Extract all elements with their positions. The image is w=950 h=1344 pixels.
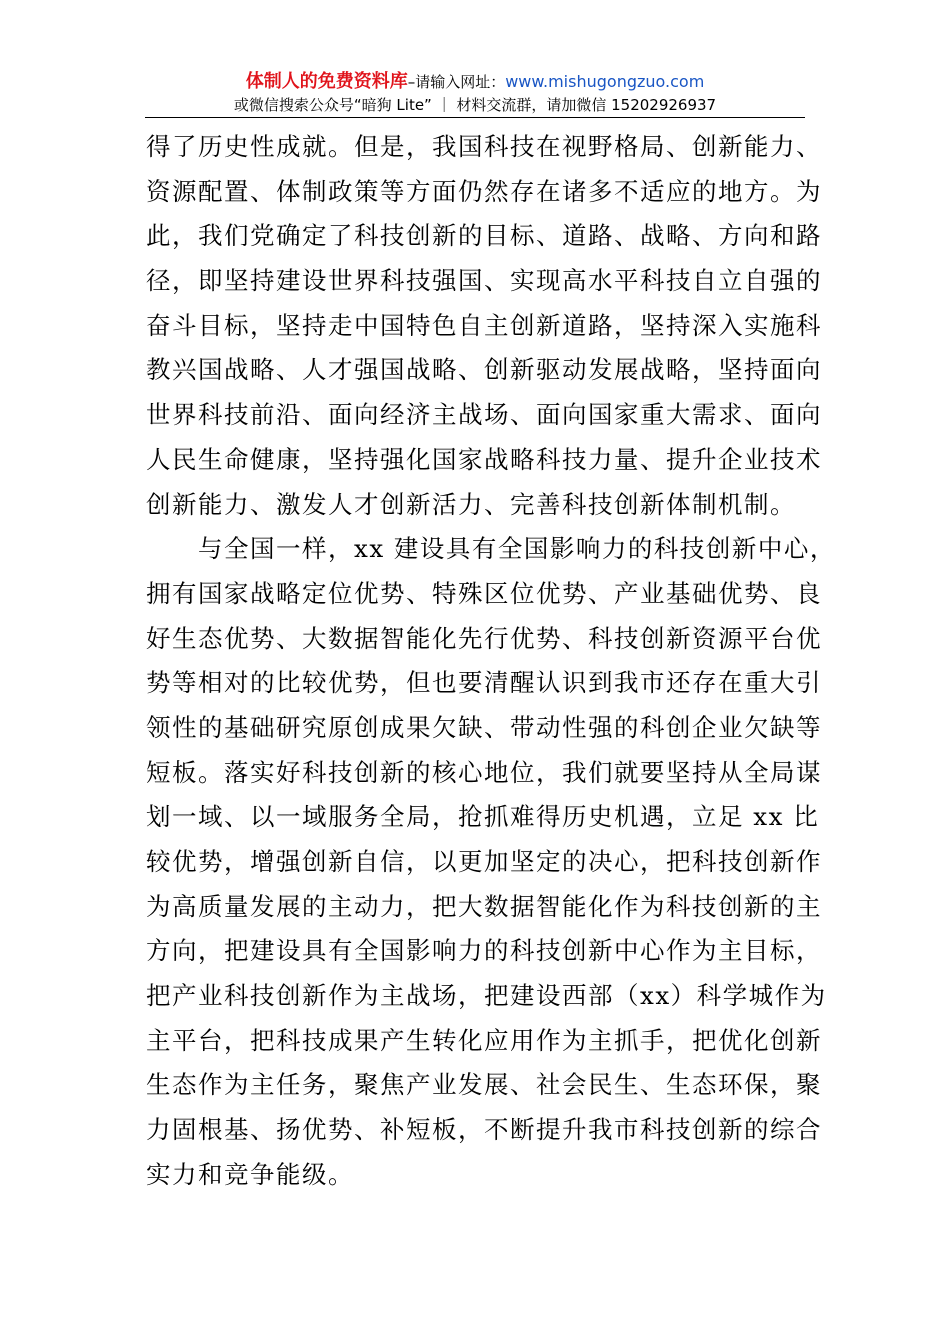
text-line: 拥有国家战略定位优势、特殊区位优势、产业基础优势、良 [146,578,822,608]
header-line-2: 或微信搜索公众号“暗狗 Lite” ｜ 材料交流群，请加微信 15202926937 [233,96,717,114]
text-line: 得了历史性成就。但是，我国科技在视野格局、创新能力、 [146,132,822,161]
text-line: 创新能力、激发人才创新活力、完善科技创新体制机制。 [146,489,796,519]
text-line: 主平台，把科技成果产生转化应用作为主抓手，把优化创新 [146,1025,822,1055]
text-line: 为高质量发展的主动力，把大数据智能化作为科技创新的主 [146,891,822,921]
text-line: 方向，把建设具有全国影响力的科技创新中心作为主目标， [146,936,822,966]
text-line: 划一域、以一域服务全局，抢抓难得历史机遇，立足 xx 比 [146,802,820,832]
header-divider [145,117,805,118]
paragraph-1 [146,125,822,527]
text-line: 资源配置、体制政策等方面仍然存在诸多不适应的地方。为 [146,176,822,206]
text-line: 力固根基、扬优势、补短板，不断提升我市科技创新的综合 [146,1115,822,1145]
text-line: 与全国一样，xx 建设具有全国影响力的科技创新中心， [198,534,836,564]
text-line: 领性的基础研究原创成果欠缺、带动性强的科创企业欠缺等 [146,712,822,742]
text-line: 世界科技前沿、面向经济主战场、面向国家重大需求、面向 [146,400,822,430]
website-link[interactable]: www.mishugongzuo.com [505,72,705,91]
url-prompt: –请输入网址： [407,73,506,91]
text-line: 奋斗目标，坚持走中国特色自主创新道路，坚持深入实施科 [146,310,822,340]
document-body [146,125,836,1198]
text-line: 生态作为主任务，聚焦产业发展、社会民生、生态环保，聚 [146,1070,822,1100]
text-line: 径，即坚持建设世界科技强国、实现高水平科技自立自强的 [146,266,822,296]
paragraph-2 [146,527,836,1197]
text-line: 短板。落实好科技创新的核心地位，我们就要坚持从全局谋 [146,757,822,787]
text-line: 人民生命健康，坚持强化国家战略科技力量、提升企业技术 [146,444,822,474]
text-line: 此，我们党确定了科技创新的目标、道路、战略、方向和路 [146,221,822,251]
brand-name: 体制人的免费资料库 [245,71,408,92]
text-line: 教兴国战略、人才强国战略、创新驱动发展战略，坚持面向 [146,355,822,385]
page-header [0,70,950,116]
text-line: 较优势，增强创新自信，以更加坚定的决心，把科技创新作 [146,847,822,876]
text-line: 实力和竞争能级。 [146,1159,354,1189]
text-line: 好生态优势、大数据智能化先行优势、科技创新资源平台优 [146,623,822,653]
text-line: 把产业科技创新作为主战场，把建设西部（xx）科学城作为 [146,981,827,1011]
text-line: 势等相对的比较优势，但也要清醒认识到我市还存在重大引 [146,668,822,698]
header-line-1 [0,70,950,94]
